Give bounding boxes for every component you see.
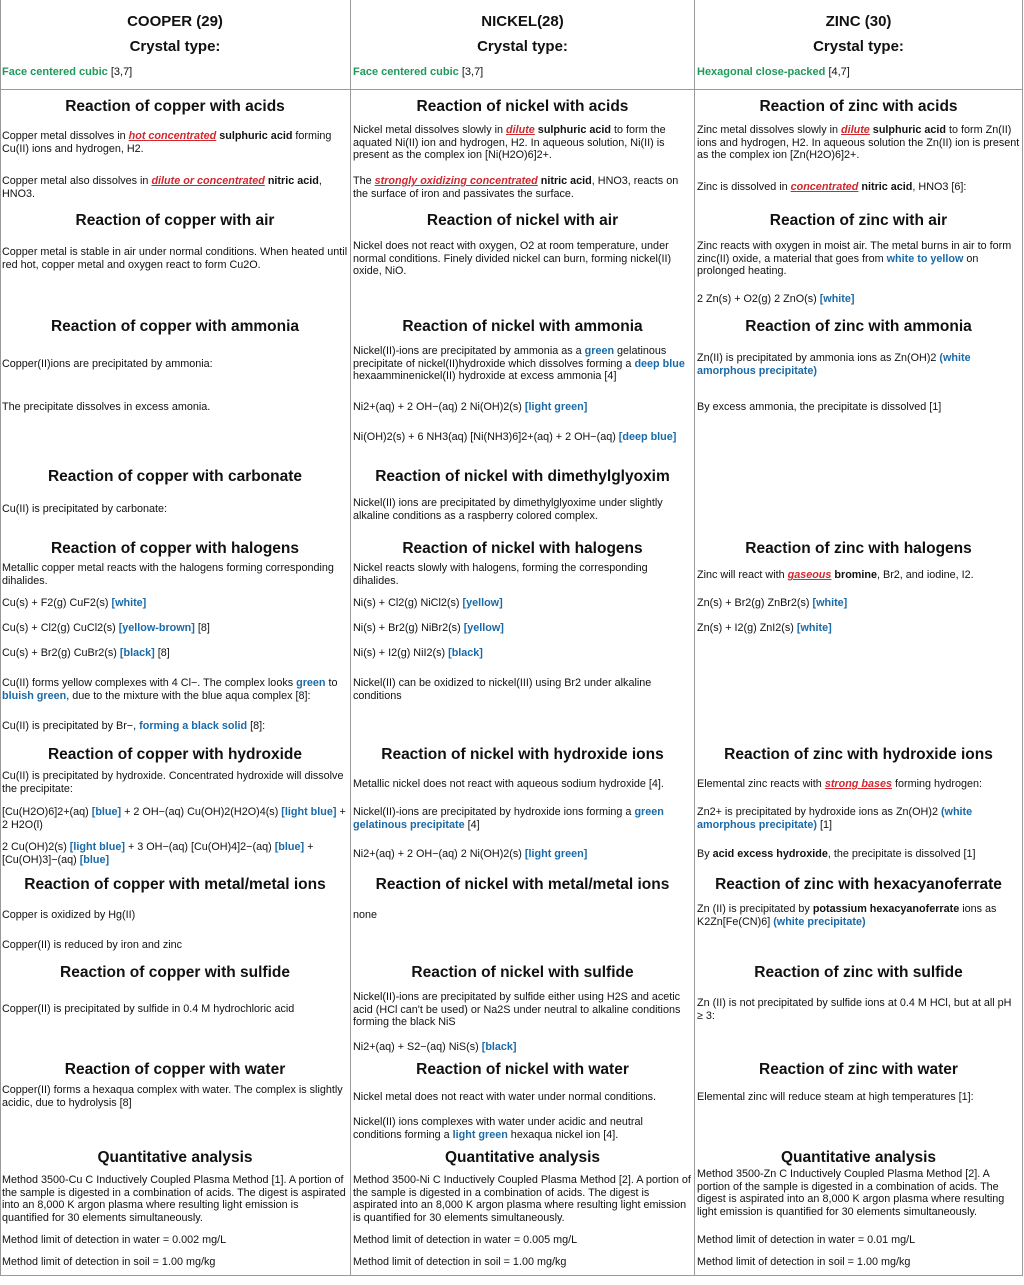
text-run: Method limit of detection in soil = 1.00 mg/kg <box>353 1256 567 1268</box>
bold-term: acid excess hydroxide <box>712 848 828 860</box>
color-observation: light green <box>452 1128 508 1141</box>
reaction-heading: Reaction of nickel with sulfide <box>411 964 634 981</box>
text-run: forming Cu(II) ions and hydrogen, H2. <box>2 130 332 155</box>
emphasis-term: strongly oxidizing concentrated <box>374 175 538 187</box>
text-run: Zinc metal dissolves slowly in <box>697 124 842 136</box>
text-run: Elemental zinc will reduce steam at high temperatures [1]: <box>697 1091 974 1103</box>
reaction-text <box>2 562 348 587</box>
reaction-heading: Reaction of copper with hydroxide <box>47 746 303 763</box>
reaction-heading: Quantitative analysis <box>444 1149 601 1166</box>
text-run: Zinc reacts with oxygen in moist air. The metal burns in air to form zinc(II) oxide, a material that goes from <box>697 240 1012 265</box>
reaction-text <box>353 562 692 587</box>
text-run: Zinc will react with <box>697 569 788 581</box>
reaction-text <box>697 903 1020 928</box>
bold-term: sulphuric acid <box>216 130 293 142</box>
text-run: 2 Cu(OH)2(s) <box>2 841 70 853</box>
reaction-text <box>353 431 692 444</box>
color-observation: [yellow] <box>462 597 503 609</box>
text-run: , HNO3 [6]: <box>912 181 967 193</box>
text-run: , Br2, and iodine, I2. <box>877 569 974 581</box>
text-run: Ni(OH)2(s) + 6 NH3(aq) [Ni(NH3)6]2+(aq) + 2 OH−(aq) <box>353 431 619 443</box>
reaction-text <box>697 569 1020 582</box>
column-zinc <box>695 0 1022 1285</box>
text-run: on prolonged heating. <box>697 252 979 278</box>
crystal-type-label: Crystal type: <box>477 38 568 55</box>
text-run: Ni2+(aq) + S2−(aq) NiS(s) <box>353 1041 482 1053</box>
color-observation: green gelatinous precipitate <box>353 806 664 831</box>
reaction-heading: Reaction of copper with sulfide <box>60 964 290 981</box>
reaction-text <box>353 1174 692 1224</box>
reaction-text <box>353 677 692 702</box>
reaction-text <box>353 345 692 383</box>
text-run: Ni(s) + Br2(g) NiBr2(s) <box>353 622 464 634</box>
text-run: Zinc is dissolved in <box>697 181 791 193</box>
reaction-heading: Reaction of nickel with air <box>426 212 619 229</box>
reaction-heading: Reaction of nickel with dimethylglyoxim <box>375 468 670 485</box>
reaction-heading: Reaction of nickel with acids <box>416 98 629 115</box>
color-observation: green <box>296 677 326 689</box>
text-run: , the precipitate is dissolved [1] <box>827 848 976 860</box>
element-title: NICKEL(28) <box>481 13 564 30</box>
color-observation: [black] <box>481 1041 517 1053</box>
emphasis-term: hot concentrated <box>128 130 217 142</box>
text-run: Copper(II) forms a hexaqua complex with water. The complex is slightly acidic, due to hydrolysis [8] <box>2 1084 343 1109</box>
color-observation: [light blue] <box>281 806 337 818</box>
reaction-heading: Reaction of nickel with ammonia <box>402 318 643 335</box>
color-observation: [black] <box>119 647 155 659</box>
reaction-heading: Reaction of copper with air <box>75 212 275 229</box>
bold-term: potassium hexacyanoferrate <box>812 903 960 915</box>
color-observation: [yellow] <box>463 622 504 634</box>
reaction-text <box>2 806 348 831</box>
text-run: to form the aquated Ni(II) ion and hydrogen, H2. In aqueous solution, Ni(II) is present as the complex ion [Ni(H2O)6]2+. <box>353 124 666 162</box>
crystal-structure <box>353 66 483 78</box>
reaction-heading: Reaction of zinc with air <box>769 212 948 229</box>
reaction-heading: Quantitative analysis <box>97 1149 253 1166</box>
reaction-heading: Reaction of copper with ammonia <box>50 318 300 335</box>
text-run: Nickel(II)-ions are precipitated by ammonia as a <box>353 345 585 357</box>
structure-name: Face centered cubic <box>2 66 108 78</box>
text-run: Method limit of detection in water = 0.002 mg/L <box>2 1234 227 1246</box>
reaction-text <box>697 848 1020 861</box>
text-run: , due to the mixture with the blue aqua complex [8]: <box>66 689 311 702</box>
text-run: Zn (II) is precipitated by <box>697 903 813 915</box>
text-run: Method 3500-Zn C Inductively Coupled Plasma Method [2]. A portion of the sample is digested in a combination of acids. The digest is aspirated into an 8,000 K argon plasma where resulting light emission is quantified for 30 elements simultaneously. <box>697 1168 1005 1218</box>
reaction-heading: Reaction of zinc with acids <box>759 98 958 115</box>
color-observation: [light blue] <box>69 841 125 853</box>
text-run: Copper(II)ions are precipitated by ammonia: <box>2 358 213 370</box>
crystal-structure <box>697 66 850 78</box>
text-run: Nickel metal does not react with water under normal conditions. <box>353 1091 657 1103</box>
reaction-heading: Reaction of copper with water <box>64 1061 286 1078</box>
reaction-text <box>697 1091 1020 1104</box>
color-observation: [light green] <box>524 848 588 860</box>
color-observation: [blue] <box>79 853 110 866</box>
reaction-heading: Reaction of copper with halogens <box>50 540 300 557</box>
reaction-text <box>697 181 1020 194</box>
reaction-text <box>697 1234 1020 1247</box>
color-observation: [light green] <box>524 401 588 413</box>
reaction-text <box>353 597 692 610</box>
text-run: Zn(s) + Br2(g) ZnBr2(s) <box>697 597 813 609</box>
reaction-text <box>2 401 348 414</box>
text-run: Cu(II) is precipitated by hydroxide. Concentrated hydroxide will dissolve the precipitate: <box>2 770 344 795</box>
reaction-text <box>2 841 348 866</box>
reaction-heading: Reaction of zinc with halogens <box>745 540 972 557</box>
reaction-text <box>353 622 692 635</box>
reaction-text <box>2 1256 348 1269</box>
structure-name: Hexagonal close-packed <box>697 66 826 78</box>
reaction-text <box>353 1041 692 1054</box>
reaction-text <box>2 503 348 516</box>
emphasis-term: dilute <box>841 124 870 136</box>
reaction-text <box>2 770 348 795</box>
reaction-heading: Reaction of nickel with metal/metal ions <box>375 876 670 893</box>
color-observation: white to yellow <box>886 252 964 265</box>
reaction-text <box>697 401 1020 414</box>
reaction-heading: Reaction of zinc with ammonia <box>745 318 972 335</box>
reaction-text <box>697 778 1020 791</box>
text-run: Zn2+ is precipitated by hydroxide ions as Zn(OH)2 <box>697 806 941 818</box>
text-run: Cu(II) is precipitated by Br−, <box>2 720 140 732</box>
text-run: , HNO3. <box>2 175 322 200</box>
text-run: 2 Zn(s) + O2(g) 2 ZnO(s) <box>697 293 820 305</box>
text-run: ions as K2Zn[Fe(CN)6] <box>697 903 997 928</box>
structure-reference: [3,7] <box>458 66 484 78</box>
reaction-text <box>697 1256 1020 1269</box>
structure-reference: [4,7] <box>825 66 850 78</box>
column-nickel <box>351 0 694 1285</box>
text-run: Method limit of detection in soil = 1.00 mg/kg <box>697 1256 911 1268</box>
reaction-heading: Quantitative analysis <box>780 1149 937 1166</box>
text-run: Method limit of detection in water = 0.005 mg/L <box>353 1234 578 1246</box>
text-run: Cu(s) + F2(g) CuF2(s) <box>2 597 112 609</box>
reaction-text <box>2 358 348 371</box>
color-observation: [white] <box>796 622 832 634</box>
table-border-right <box>1022 0 1023 1276</box>
text-run: Cu(s) + Br2(g) CuBr2(s) <box>2 647 120 659</box>
text-run: [Cu(H2O)6]2+(aq) <box>2 806 92 818</box>
bold-term: nitric acid <box>858 181 913 193</box>
reaction-text <box>697 997 1020 1022</box>
reaction-text <box>353 806 692 831</box>
text-run: + [Cu(OH)3]−(aq) <box>2 841 314 866</box>
reaction-text <box>353 175 692 200</box>
text-run: Copper(II) is precipitated by sulfide in 0.4 M hydrochloric acid <box>2 1003 295 1015</box>
emphasis-term: dilute or concentrated <box>151 175 265 187</box>
color-observation: green <box>584 345 615 357</box>
text-run: Nickel(II) ions complexes with water under acidic and neutral conditions forming a <box>353 1116 643 1141</box>
color-observation: [white] <box>819 293 855 305</box>
reaction-text <box>2 175 348 200</box>
text-run: Copper metal also dissolves in <box>2 175 152 187</box>
reaction-text <box>353 1256 692 1269</box>
element-title: ZINC (30) <box>825 13 892 30</box>
text-run: Cu(II) is precipitated by carbonate: <box>2 503 168 515</box>
reaction-text <box>353 401 692 414</box>
reaction-text <box>2 1234 348 1247</box>
column-copper <box>0 0 350 1285</box>
reaction-text <box>353 1091 692 1104</box>
text-run: The precipitate dissolves in excess amonia. <box>2 401 211 413</box>
text-run: Method 3500-Ni C Inductively Coupled Plasma Method [2]. A portion of the sample is digested in a combination of acids. The digest is aspirated into an 8,000 K argon plasma where resulting light emission is quantified for 30 elements simultaneously. <box>353 1174 691 1224</box>
reaction-text <box>353 909 692 922</box>
reaction-text <box>353 647 692 660</box>
text-run: Metallic nickel does not react with aqueous sodium hydroxide [4]. <box>353 778 664 790</box>
text-run: Cu(II) forms yellow complexes with 4 Cl−. The complex looks <box>2 677 297 689</box>
reaction-text <box>697 1168 1020 1218</box>
reaction-text <box>2 647 348 660</box>
color-observation: [white] <box>812 597 848 609</box>
color-observation: [deep blue] <box>618 431 677 443</box>
text-run: Method limit of detection in soil = 1.00 mg/kg <box>2 1256 216 1268</box>
emphasis-term: strong bases <box>824 778 893 790</box>
text-run: to form Zn(II) ions and hydrogen, H2. In aqueous solution the Zn(II) ion is present as the complex ion [Zn(H2O)6]2+. <box>697 124 1020 162</box>
text-run: Nickel(II) ions are precipitated by dimethylglyoxime under slightly alkaline conditions as a raspberry colored complex. <box>353 497 663 522</box>
text-run: Ni(s) + Cl2(g) NiCl2(s) <box>353 597 463 609</box>
reaction-heading: Reaction of copper with metal/metal ions <box>24 876 326 893</box>
color-observation: forming a black solid <box>139 720 248 732</box>
color-observation: bluish green <box>2 689 67 702</box>
reaction-heading: Reaction of copper with carbonate <box>47 468 303 485</box>
text-run: Zn(II) is precipitated by ammonia ions as Zn(OH)2 <box>697 352 940 364</box>
reaction-text <box>2 1174 348 1224</box>
bold-term: nitric acid <box>264 175 319 187</box>
reaction-text <box>2 246 348 271</box>
text-run: hexaamminenickel(II) hydroxide at excess ammonia [4] <box>353 370 617 383</box>
bold-term: bromine <box>831 569 877 581</box>
text-run: Copper metal is stable in air under normal conditions. When heated until red hot, copper metal and oxygen react to form Cu2O. <box>2 246 348 271</box>
reaction-text <box>353 991 692 1029</box>
reaction-text <box>2 130 348 155</box>
text-run: to <box>325 677 338 689</box>
reaction-text <box>353 778 692 791</box>
text-run: [1] <box>816 818 832 831</box>
bold-term: sulphuric acid <box>534 124 612 136</box>
text-run: Elemental zinc reacts with <box>697 778 825 790</box>
reaction-heading: Reaction of nickel with halogens <box>402 540 643 557</box>
text-run: Copper metal dissolves in <box>2 130 129 142</box>
reaction-text <box>697 124 1020 162</box>
reaction-text <box>2 1003 348 1016</box>
text-run: Metallic copper metal reacts with the halogens forming corresponding dihalides. <box>2 562 334 587</box>
reaction-heading: Reaction of copper with acids <box>65 98 285 115</box>
text-run: , HNO3, reacts on the surface of iron and passivates the surface. <box>353 175 679 200</box>
reaction-text <box>697 352 1020 377</box>
reaction-text <box>353 848 692 861</box>
emphasis-term: gaseous <box>787 569 832 581</box>
text-run: Nickel reacts slowly with halogens, forming the corresponding dihalides. <box>353 562 648 587</box>
reaction-text <box>2 677 348 702</box>
reaction-text <box>697 806 1020 831</box>
reaction-text <box>353 1116 692 1141</box>
color-observation: [blue] <box>91 806 122 818</box>
emphasis-term: concentrated <box>790 181 859 193</box>
emphasis-term: dilute <box>506 124 535 136</box>
reaction-text <box>2 597 348 610</box>
text-run: Nickel(II) can be oxidized to nickel(III) using Br2 under alkaline conditions <box>353 677 652 702</box>
text-run: Ni2+(aq) + 2 OH−(aq) 2 Ni(OH)2(s) <box>353 401 525 413</box>
color-observation: [black] <box>448 647 483 659</box>
text-run: By <box>697 848 713 860</box>
text-run: hexaqua nickel ion [4]. <box>507 1128 619 1141</box>
structure-name: Face centered cubic <box>353 66 459 78</box>
structure-reference: [3,7] <box>107 66 133 78</box>
reaction-heading: Reaction of nickel with water <box>416 1061 629 1078</box>
color-observation: deep blue <box>634 357 685 370</box>
text-run: By excess ammonia, the precipitate is dissolved [1] <box>697 401 942 413</box>
reaction-text <box>353 124 692 162</box>
text-run: Copper(II) is reduced by iron and zinc <box>2 939 183 951</box>
crystal-type-label: Crystal type: <box>129 38 221 55</box>
crystal-structure <box>2 66 132 78</box>
reaction-heading: Reaction of zinc with hexacyanoferrate <box>715 876 1002 893</box>
reaction-text <box>2 939 348 952</box>
reaction-heading: Reaction of zinc with water <box>759 1061 958 1078</box>
text-run: + 3 OH−(aq) [Cu(OH)4]2−(aq) <box>124 841 275 853</box>
color-observation: [blue] <box>274 841 305 853</box>
text-run: Nickel metal dissolves slowly in <box>353 124 507 136</box>
reaction-heading: Reaction of zinc with sulfide <box>754 964 963 981</box>
reaction-text <box>353 240 692 278</box>
text-run: [8]: <box>247 720 266 732</box>
color-observation: (white precipitate) <box>773 915 866 928</box>
text-run: Ni2+(aq) + 2 OH−(aq) 2 Ni(OH)2(s) <box>353 848 525 860</box>
reaction-text <box>353 1234 692 1247</box>
text-run: Zn (II) is not precipitated by sulfide ions at 0.4 M HCl, but at all pH ≥ 3: <box>697 997 1012 1022</box>
crystal-type-label: Crystal type: <box>813 38 904 55</box>
text-run: + 2 OH−(aq) Cu(OH)2(H2O)4(s) <box>121 806 282 818</box>
color-observation: (white amorphous precipitate) <box>697 352 971 377</box>
reaction-text <box>697 293 1020 306</box>
reaction-heading: Reaction of zinc with hydroxide ions <box>724 746 993 763</box>
text-run: Ni(s) + I2(g) NiI2(s) <box>353 647 449 659</box>
reaction-text <box>353 497 692 522</box>
text-run: forming hydrogen: <box>892 778 983 790</box>
bold-term: sulphuric acid <box>869 124 947 136</box>
text-run: Nickel(II)-ions are precipitated by hydroxide ions forming a <box>353 806 635 818</box>
color-observation: [yellow-brown] <box>118 622 195 634</box>
text-run: [8] <box>194 622 210 634</box>
text-run: Zn(s) + I2(g) ZnI2(s) <box>697 622 797 634</box>
text-run: Nickel does not react with oxygen, O2 at room temperature, under normal conditions. Finely divided nickel can burn, forming nickel(II) oxide, NiO. <box>353 240 672 278</box>
reaction-text <box>2 720 348 733</box>
bold-term: nitric acid <box>537 175 592 187</box>
text-run: Copper is oxidized by Hg(II) <box>2 909 136 921</box>
color-observation: (white amorphous precipitate) <box>697 806 973 831</box>
text-run: [8] <box>154 647 170 659</box>
text-run: none <box>353 909 378 921</box>
text-run: gelatinous precipitate of nickel(II)hydroxide which dissolves forming a <box>353 345 667 370</box>
text-run: Method limit of detection in water = 0.01 mg/L <box>697 1234 916 1246</box>
element-title: COOPER (29) <box>127 13 223 30</box>
reaction-text <box>2 622 348 635</box>
reaction-text <box>697 622 1020 635</box>
color-observation: [white] <box>111 597 147 609</box>
text-run: Cu(s) + Cl2(g) CuCl2(s) <box>2 622 119 634</box>
text-run: [4] <box>464 818 480 831</box>
reaction-heading: Reaction of nickel with hydroxide ions <box>381 746 664 763</box>
reaction-text <box>697 240 1020 278</box>
text-run: Nickel(II)-ions are precipitated by sulfide either using H2S and acetic acid (HCl can't be used) or Na2S under neutral to alkaline conditions forming the black NiS <box>353 991 681 1029</box>
text-run: Method 3500-Cu C Inductively Coupled Plasma Method [1]. A portion of the sample is digested in a combination of acids. The digest is aspirated into an 8,000 K argon plasma where resulting light emission is quantified for 30 elements simultaneously. <box>2 1174 346 1224</box>
text-run: + 2 H2O(l) <box>2 806 346 831</box>
reaction-text <box>697 597 1020 610</box>
text-run: The <box>353 175 375 187</box>
reaction-text <box>2 1084 348 1109</box>
reaction-text <box>2 909 348 922</box>
